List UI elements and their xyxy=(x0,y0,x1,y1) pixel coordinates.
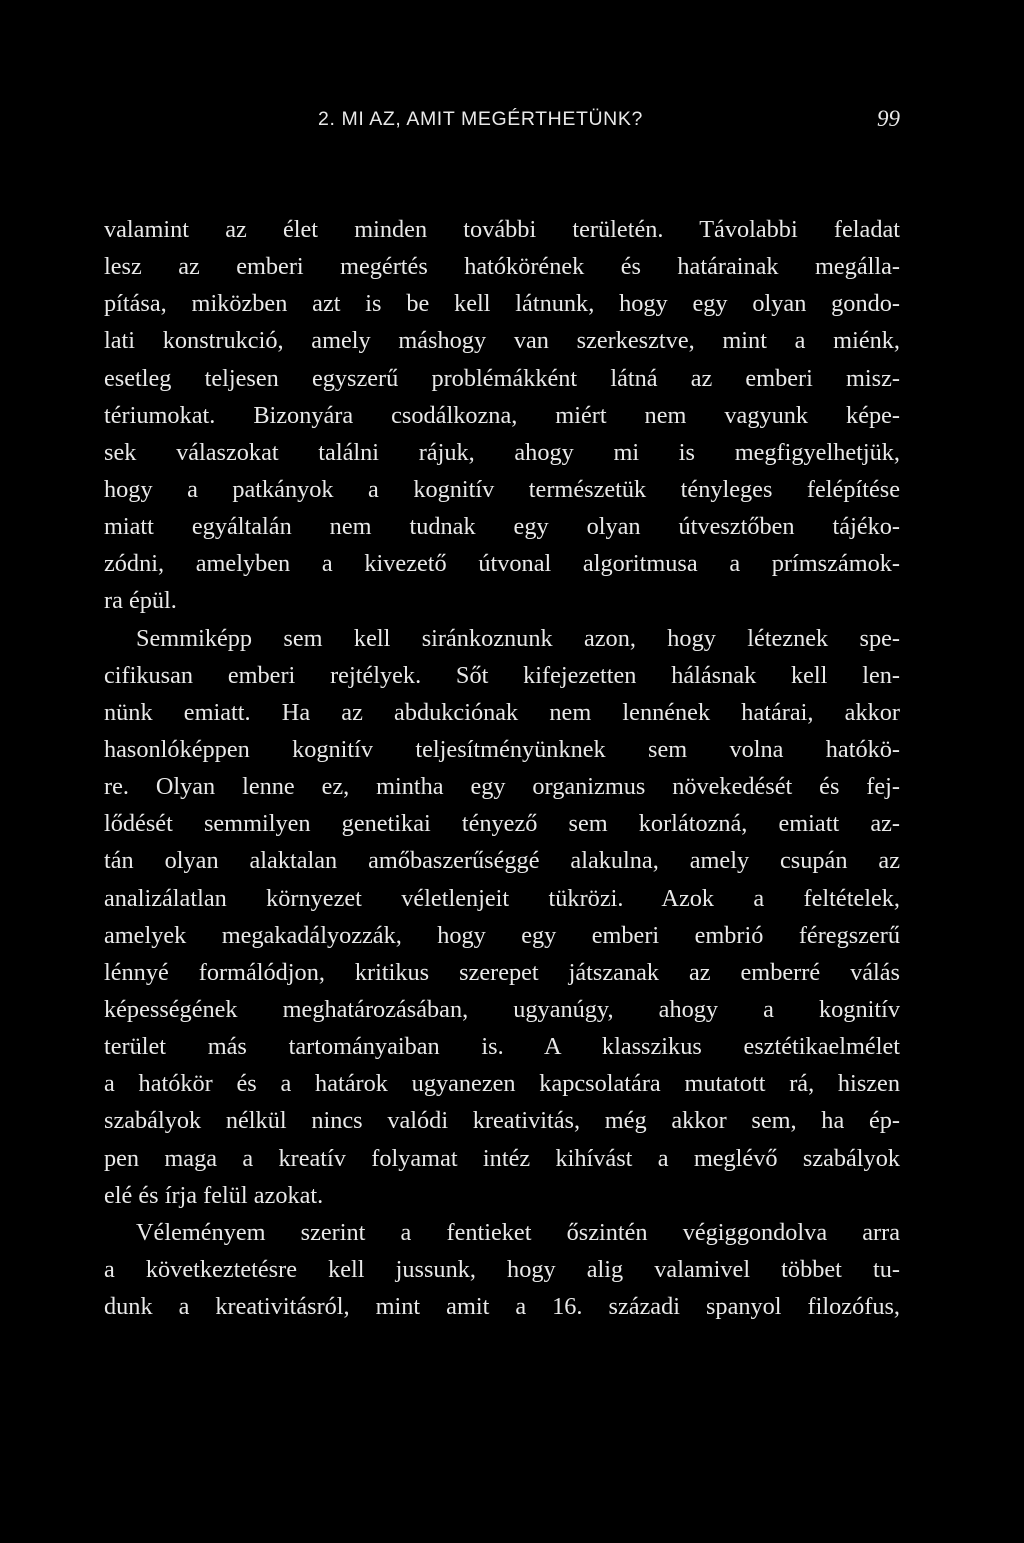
text-line: szabályok nélkül nincs valódi kreativitás, még akkor sem, ha ép- xyxy=(104,1107,900,1135)
text-line: lénnyé formálódjon, kritikus szerepet játszanak az emberré válás xyxy=(104,958,900,986)
text-line: pen maga a kreatív folyamat intéz kihívást a meglévő szabályok xyxy=(104,1144,900,1172)
chapter-title: 2. MI AZ, AMIT MEGÉRTHETÜNK? xyxy=(318,108,643,130)
text-line: tériumokat. Bizonyára csodálkozna, miért nem vagyunk képe- xyxy=(104,401,900,429)
text-line: esetleg teljesen egyszerű problémákként látná az emberi misz- xyxy=(104,364,900,392)
text-line: miatt egyáltalán nem tudnak egy olyan útvesztőben tájéko- xyxy=(104,513,900,541)
text-line: amelyek megakadályozzák, hogy egy emberi embrió féregszerű xyxy=(104,921,900,949)
text-line: sek válaszokat találni rájuk, ahogy mi is megfigyelhetjük, xyxy=(104,438,900,466)
text-line: lődését semmilyen genetikai tényező sem korlátozná, emiatt az- xyxy=(104,810,900,838)
page-number: 99 xyxy=(877,106,900,131)
text-line: lesz az emberi megértés hatókörének és határainak megálla- xyxy=(104,253,900,281)
text-line: a hatókör és a határok ugyanezen kapcsolatára mutatott rá, hiszen xyxy=(104,1070,900,1098)
text-line: hasonlóképpen kognitív teljesítményünknek sem volna hatókö- xyxy=(104,735,900,763)
text-line: Semmiképp sem kell siránkoznunk azon, hogy léteznek spe- xyxy=(136,624,900,652)
text-line: zódni, amelyben a kivezető útvonal algoritmusa a prímszámok- xyxy=(104,550,900,578)
body-text xyxy=(104,211,900,1325)
text-line: ra épül. xyxy=(104,587,177,615)
text-line: pítása, miközben azt is be kell látnunk, hogy egy olyan gondo- xyxy=(104,290,900,318)
text-line: tán olyan alaktalan amőbaszerűséggé alakulna, amely csupán az xyxy=(104,847,900,875)
text-line: elé és írja felül azokat. xyxy=(104,1181,324,1209)
text-line: nünk emiatt. Ha az abdukciónak nem lennének határai, akkor xyxy=(104,698,900,726)
text-line: hogy a patkányok a kognitív természetük tényleges felépítése xyxy=(104,475,900,503)
text-line: a következtetésre kell jussunk, hogy alig valamivel többet tu- xyxy=(104,1255,900,1283)
text-line: lati konstrukció, amely máshogy van szerkesztve, mint a miénk, xyxy=(104,327,900,355)
text-line: cifikusan emberi rejtélyek. Sőt kifejezetten hálásnak kell len- xyxy=(104,661,900,689)
running-head xyxy=(104,104,900,134)
text-line: analizálatlan környezet véletlenjeit tükrözi. Azok a feltételek, xyxy=(104,884,900,912)
text-line: Véleményem szerint a fentieket őszintén végiggondolva arra xyxy=(136,1218,900,1246)
text-line: re. Olyan lenne ez, mintha egy organizmus növekedését és fej- xyxy=(104,773,900,801)
text-line: dunk a kreativitásról, mint amit a 16. századi spanyol filozófus, xyxy=(104,1293,900,1321)
text-line: képességének meghatározásában, ugyanúgy, ahogy a kognitív xyxy=(104,995,900,1023)
text-line: terület más tartományaiban is. A klasszikus esztétikaelmélet xyxy=(104,1033,900,1061)
text-line: valamint az élet minden további területén. Távolabbi feladat xyxy=(104,216,900,243)
